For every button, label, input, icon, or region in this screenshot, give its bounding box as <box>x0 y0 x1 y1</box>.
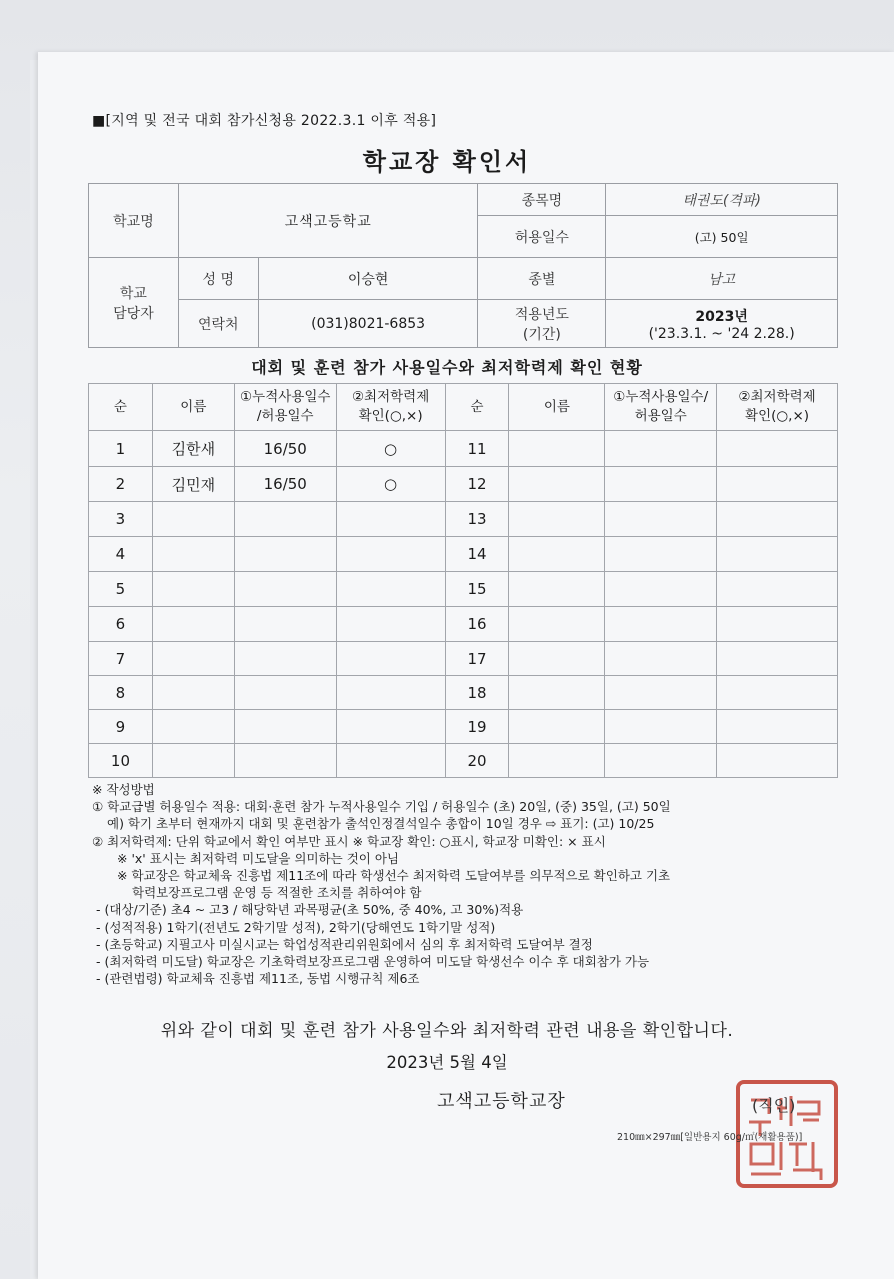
contact-value: (031)8021-6853 <box>258 300 478 348</box>
col-check-left-line1: ②최저학력제 <box>351 389 430 405</box>
row-check-right <box>717 537 838 572</box>
row-days-left <box>234 744 336 778</box>
row-no-left: 5 <box>89 572 153 607</box>
row-days-left <box>234 642 336 676</box>
note-3b: 학력보장프로그램 운영 등 적절한 조치를 취하여야 함 <box>132 885 422 901</box>
row-check-left <box>336 744 445 778</box>
row-days-right <box>605 642 717 676</box>
col-days-left <box>234 384 336 431</box>
staff-label-line1: 학교 <box>119 285 147 302</box>
form-usage-note: ■[지역 및 전국 대회 참가신청용 2022.3.1 이후 적용] <box>92 113 437 129</box>
row-no-left: 7 <box>89 642 153 676</box>
row-name-left <box>152 607 234 642</box>
row-check-right <box>717 502 838 537</box>
col-days-left-line2: /허용일수 <box>256 408 314 424</box>
detail-2: - (성적적용) 1학기(전년도 2학기말 성적), 2학기(당해연도 1학기말 성적) <box>96 919 496 935</box>
row-check-right <box>717 676 838 710</box>
row-days-left <box>234 710 336 744</box>
row-no-left: 3 <box>89 502 153 537</box>
table-row <box>89 572 838 607</box>
note-2b: ※ 'x' 표시는 최저학력 미도달을 의미하는 것이 아님 <box>117 850 399 866</box>
row-name-left <box>152 676 234 710</box>
table-row <box>89 537 838 572</box>
detail-1: - (대상/기준) 초4 ~ 고3 / 해당학년 과목평균(초 50%, 중 40%, 고 30%)적용 <box>96 902 524 918</box>
period-value: ('23.3.1. ~ '24 2.28.) <box>648 325 795 342</box>
row-name-left <box>152 642 234 676</box>
name-label: 성 명 <box>178 258 258 300</box>
year-label-line1: 적용년도 <box>514 306 569 323</box>
row-days-left <box>234 676 336 710</box>
row-days-left: 16/50 <box>234 467 336 502</box>
row-name-left <box>152 537 234 572</box>
row-days-left: 16/50 <box>234 431 336 467</box>
year-label <box>478 300 606 348</box>
row-name-right <box>509 467 605 502</box>
col-check-left <box>336 384 445 431</box>
year-cell <box>606 300 838 348</box>
row-days-right <box>605 467 717 502</box>
school-name: 고색고등학교 <box>178 184 478 258</box>
row-name-right <box>509 676 605 710</box>
gender-value: 남고 <box>606 258 838 300</box>
gender-label: 종별 <box>478 258 606 300</box>
row-no-right: 20 <box>445 744 509 778</box>
row-no-left: 4 <box>89 537 153 572</box>
confirmation-statement: 위와 같이 대회 및 훈련 참가 사용일수와 최저학력 관련 내용을 확인합니다. <box>160 1021 734 1041</box>
detail-3: - (초등학교) 지필고사 미실시교는 학업성적관리위원회에서 심의 후 최저학력 도달여부 결정 <box>96 936 593 952</box>
row-check-left <box>336 607 445 642</box>
table-row <box>89 431 838 467</box>
row-check-right <box>717 607 838 642</box>
row-days-right <box>605 607 717 642</box>
row-name-right <box>509 431 605 467</box>
row-no-right: 16 <box>445 607 509 642</box>
principal-name: 고색고등학교장 <box>437 1091 566 1112</box>
col-name-left: 이름 <box>152 384 234 431</box>
col-check-left-line2: 확인(○,×) <box>358 408 423 424</box>
row-name-left <box>152 744 234 778</box>
row-name-right <box>509 572 605 607</box>
row-days-left <box>234 537 336 572</box>
row-check-right <box>717 467 838 502</box>
sport-label: 종목명 <box>478 184 606 216</box>
row-name-left <box>152 502 234 537</box>
row-days-right <box>605 676 717 710</box>
row-name-right <box>509 607 605 642</box>
col-check-right <box>717 384 838 431</box>
table-row <box>89 676 838 710</box>
row-no-right: 17 <box>445 642 509 676</box>
paper-spec: 210㎜×297㎜[일반용지 60g/㎡(재활용품)] <box>617 1132 803 1143</box>
row-no-left: 6 <box>89 607 153 642</box>
row-name-left <box>152 710 234 744</box>
row-no-left: 2 <box>89 467 153 502</box>
usage-table <box>88 383 838 778</box>
row-days-left <box>234 502 336 537</box>
issue-date: 2023년 5월 4일 <box>386 1053 508 1072</box>
row-check-left <box>336 710 445 744</box>
row-no-right: 14 <box>445 537 509 572</box>
table-row <box>89 744 838 778</box>
notes-heading: ※ 작성방법 <box>92 782 155 797</box>
note-1: ① 학교급별 허용일수 적용: 대회·훈련 참가 누적사용일수 기입 / 허용일수 (초) 20일, (중) 35일, (고) 50일 <box>92 799 671 815</box>
instructions <box>92 781 852 987</box>
row-check-right <box>717 431 838 467</box>
row-no-right: 12 <box>445 467 509 502</box>
staff-name: 이승현 <box>258 258 478 300</box>
col-days-right <box>605 384 717 431</box>
allowed-days-label: 허용일수 <box>478 216 606 258</box>
col-no-right: 순 <box>445 384 509 431</box>
col-days-right-line1: ①누적사용일수/ <box>613 389 709 405</box>
row-check-left <box>336 642 445 676</box>
note-1b: 예) 학기 초부터 현재까지 대회 및 훈련참가 출석인정결석일수 총합이 10일 경우 ⇨ 표기: (고) 10/25 <box>107 816 655 832</box>
row-days-right <box>605 431 717 467</box>
usage-table-body <box>89 431 838 778</box>
row-name-right <box>509 537 605 572</box>
col-check-right-line1: ②최저학력제 <box>738 389 816 405</box>
row-name-left <box>152 572 234 607</box>
row-days-right <box>605 572 717 607</box>
col-no-left: 순 <box>89 384 153 431</box>
table-row <box>89 607 838 642</box>
row-check-right <box>717 642 838 676</box>
row-check-left <box>336 537 445 572</box>
row-check-left <box>336 502 445 537</box>
row-days-right <box>605 710 717 744</box>
row-check-right <box>717 744 838 778</box>
col-name-right: 이름 <box>509 384 605 431</box>
row-check-left: ○ <box>336 431 445 467</box>
row-check-left: ○ <box>336 467 445 502</box>
row-check-right <box>717 710 838 744</box>
row-no-right: 13 <box>445 502 509 537</box>
allowed-days-value: (고) 50일 <box>606 216 838 258</box>
year-value: 2023년 <box>695 308 748 325</box>
table-row <box>89 467 838 502</box>
row-days-left <box>234 607 336 642</box>
table-row <box>89 502 838 537</box>
document-title: 학교장 확인서 <box>362 148 532 176</box>
row-name-left: 김민재 <box>152 467 234 502</box>
contact-label: 연락처 <box>178 300 258 348</box>
row-name-right <box>509 744 605 778</box>
row-no-left: 9 <box>89 710 153 744</box>
row-days-right <box>605 502 717 537</box>
row-name-right <box>509 642 605 676</box>
row-no-right: 19 <box>445 710 509 744</box>
year-label-line2: (기간) <box>522 326 561 343</box>
row-no-left: 8 <box>89 676 153 710</box>
row-no-right: 11 <box>445 431 509 467</box>
row-name-right <box>509 502 605 537</box>
note-3: ※ 학교장은 학교체육 진흥법 제11조에 따라 학생선수 최저학력 도달여부를 의무적으로 확인하고 기초 <box>117 868 671 884</box>
row-no-left: 1 <box>89 431 153 467</box>
seal-label: (직인) <box>752 1096 796 1115</box>
detail-5: - (관련법령) 학교체육 진흥법 제11조, 동법 시행규칙 제6조 <box>96 971 420 987</box>
row-name-left: 김한새 <box>152 431 234 467</box>
col-days-right-line2: 허용일수 <box>634 408 687 424</box>
row-no-left: 10 <box>89 744 153 778</box>
table-row <box>89 642 838 676</box>
row-no-right: 15 <box>445 572 509 607</box>
col-days-left-line1: ①누적사용일수 <box>240 389 331 405</box>
row-days-left <box>234 572 336 607</box>
row-check-left <box>336 572 445 607</box>
table-row <box>89 710 838 744</box>
row-name-right <box>509 710 605 744</box>
row-check-left <box>336 676 445 710</box>
sport-value: 태권도(격파) <box>606 184 838 216</box>
staff-label-line2: 담당자 <box>113 305 154 322</box>
row-days-right <box>605 744 717 778</box>
row-no-right: 18 <box>445 676 509 710</box>
section-title: 대회 및 훈련 참가 사용일수와 최저학력제 확인 현황 <box>251 358 643 377</box>
col-check-right-line2: 확인(○,×) <box>745 408 810 424</box>
staff-label <box>89 258 179 348</box>
header-table <box>88 183 838 348</box>
row-check-right <box>717 572 838 607</box>
row-days-right <box>605 537 717 572</box>
detail-4: - (최저학력 미도달) 학교장은 기초학력보장프로그램 운영하여 미도달 학생선수 이수 후 대회참가 가능 <box>96 954 650 970</box>
note-2: ② 최저학력제: 단위 학교에서 확인 여부만 표시 ※ 학교장 확인: ○표시, 학교장 미확인: × 표시 <box>92 833 606 849</box>
school-label: 학교명 <box>89 184 179 258</box>
